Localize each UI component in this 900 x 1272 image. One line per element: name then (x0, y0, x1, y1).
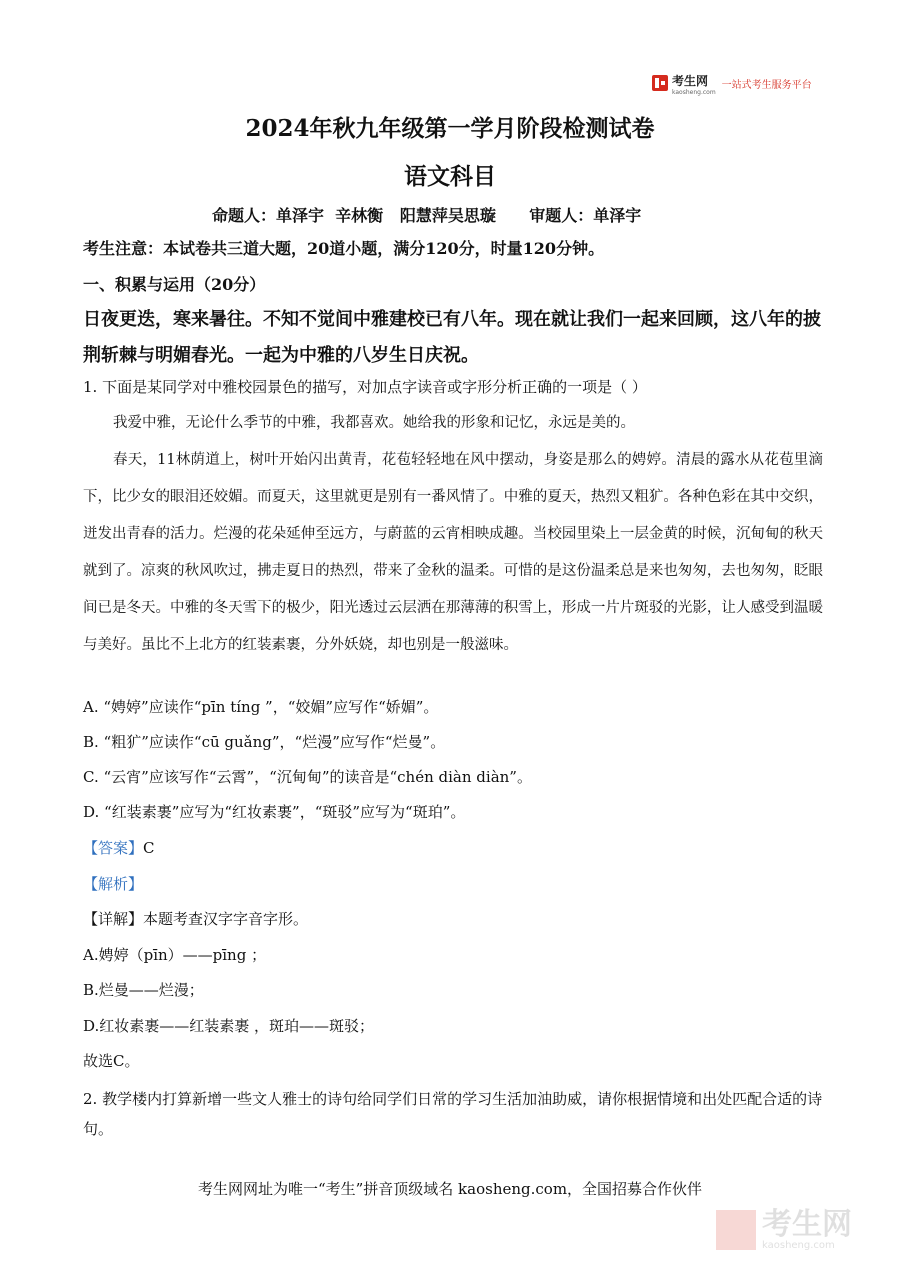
answer-line (83, 837, 155, 858)
exam-authors: 命题人：单泽宇 辛林衡 阳慧萍吴思璇 审题人：单泽宇 (212, 206, 642, 225)
logo-slogan: 一站式考生服务平台 (721, 79, 812, 91)
note-b: B.烂曼——烂漫； (83, 981, 204, 999)
question-1-stem: 1. 下面是某同学对中雅校园景色的描写，对加点字读音或字形分析正确的一项是（ ） (83, 378, 647, 396)
passage-paragraph: 春天，11林荫道上，树叶开始闪出黄青，花苞轻轻地在风中摆动，身姿是那么的娉婷。清晨的露水从花苞里滴下，比少女的眼泪还姣媚。而夏天，这里就更是别有一番风情了。中雅的夏天，热烈又粗犷。各种色彩在其中交织，迸发出青春的活力。烂漫的花朵延伸至远方，与蔚蓝的云宵相映成趣。当校园里染上一层金黄的时候，沉甸甸的秋天就到了。凉爽的秋风吹过，拂走夏日的热烈，带来了金秋的温柔。可惜的是这份温柔总是来也匆匆，去也匆匆，眨眼间已是冬天。中雅的冬天雪下的极少，阳光透过云层洒在那薄薄的积雪上，形成一片片斑驳的光影，让人感受到温暖与美好。虽比不上北方的红装素裹，分外妖娆，却也别是一般滋味。 (83, 452, 823, 653)
passage-paragraph: 我爱中雅，无论什么季节的中雅，我都喜欢。她给我的形象和记忆，永远是美的。 (113, 415, 635, 431)
watermark-logo-icon (716, 1210, 756, 1250)
option-c: C. “云宵”应该写作“云霄”，“沉甸甸”的读音是“chén diàn diàn”。 (83, 768, 532, 786)
section-intro: 日夜更迭，寒来暑往。不知不觉间中雅建校已有八年。现在就让我们一起来回顾，这八年的披荆斩棘与明媚春光。一起为中雅的八岁生日庆祝。 (83, 309, 821, 366)
watermark-name: 考生网 (762, 1206, 852, 1242)
exam-title: 2024年秋九年级第一学月阶段检测试卷 (245, 115, 655, 142)
option-a: A. “娉婷”应读作“pīn tíng ”，“姣媚”应写作“娇媚”。 (83, 698, 439, 716)
logo-text (672, 70, 716, 96)
question-2-stem: 2. 教学楼内打算新增一些文人雅士的诗句给同学们日常的学习生活加油助威，请你根据情境和出处匹配合适的诗句。 (83, 1090, 823, 1138)
watermark (716, 1206, 886, 1254)
answer-value: C (143, 839, 155, 857)
logo-domain: kaosheng.com (672, 89, 716, 96)
detail-line: 【详解】本题考查汉字字音字形。 (83, 910, 309, 928)
kaosheng-logo-icon (652, 75, 668, 91)
exam-notice: 考生注意：本试卷共三道大题，20道小题，满分120分，时量120分钟。 (83, 239, 605, 258)
analysis-tag: 【解析】 (83, 875, 144, 893)
answer-tag: 【答案】 (83, 839, 144, 857)
footer-text: 考生网网址为唯一“考生”拼音顶级域名 kaosheng.com，全国招募合作伙伴 (197, 1180, 703, 1198)
option-b: B. “粗犷”应读作“cū guǎng”，“烂漫”应写作“烂曼”。 (83, 733, 446, 751)
note-a: A.娉婷（pīn）——pīng ； (83, 946, 267, 964)
question-1-passage (83, 405, 823, 664)
watermark-text (762, 1206, 852, 1251)
note-d: D.红妆素裹——红装素裹 ，斑珀——斑驳； (83, 1017, 375, 1035)
section-heading: 一、积累与运用（20分） (83, 275, 266, 294)
header-logo (652, 72, 822, 94)
logo-name: 考生网 (672, 74, 709, 88)
conclusion: 故选C。 (83, 1052, 140, 1070)
exam-subject: 语文科目 (404, 163, 496, 190)
option-d: D. “红装素裹”应写为“红妆素裹”，“斑驳”应写为“斑珀”。 (83, 803, 466, 821)
watermark-domain: kaosheng.com (762, 1239, 835, 1251)
